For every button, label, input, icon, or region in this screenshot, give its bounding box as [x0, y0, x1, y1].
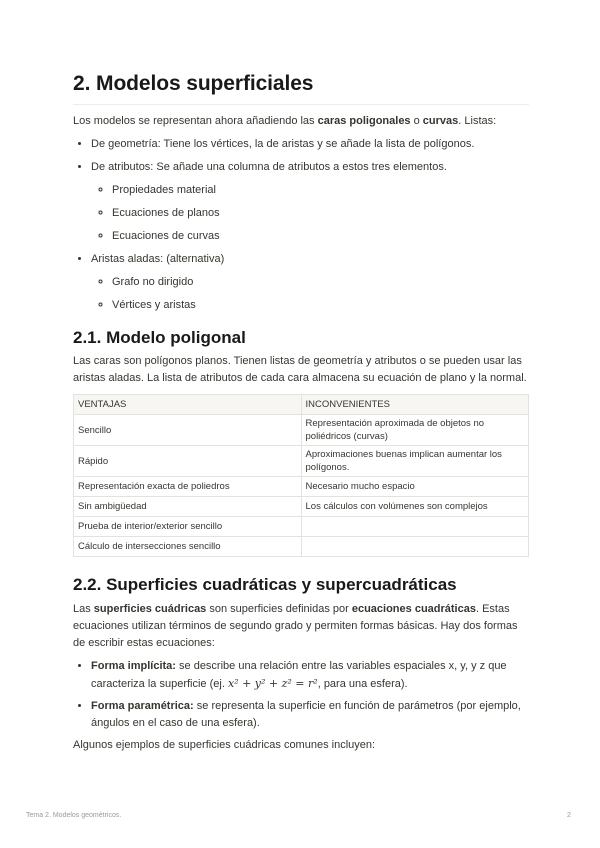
- cuadraticas-bold-superficies: superficies cuádricas: [93, 603, 207, 615]
- sphere-equation: x² + y² + z² = r²: [227, 677, 318, 690]
- table-header: INCONVENIENTES: [301, 395, 529, 415]
- table-cell: Cálculo de intersecciones sencillo: [74, 537, 302, 557]
- intro-bold-curvas: curvas: [422, 115, 459, 127]
- table-row: [74, 415, 529, 446]
- table-row: [74, 517, 529, 537]
- table-cell: Necesario mucho espacio: [301, 477, 529, 497]
- implicita-text: se describe una relación entre las variables espaciales x, y, y z que caracteriza la superficie (ej.: [91, 660, 507, 690]
- sublist-item: ◦ Ecuaciones de curvas: [112, 228, 529, 245]
- table-cell: [301, 517, 529, 537]
- table-cell: [301, 537, 529, 557]
- table-cell: Rápido: [74, 446, 302, 477]
- table-row: [74, 537, 529, 557]
- cuadraticas-bold-ecuaciones: ecuaciones cuadráticas: [351, 603, 476, 615]
- cuadraticas-text-mid: son superficies definidas por: [206, 603, 352, 615]
- table-cell: Prueba de interior/exterior sencillo: [74, 517, 302, 537]
- list-item: [91, 251, 529, 314]
- ejemplos-paragraph: Algunos ejemplos de superficies cuádricas comunes incluyen:: [73, 739, 376, 751]
- table-header: VENTAJAS: [74, 395, 302, 415]
- table-cell: Aproximaciones buenas implican aumentar los polígonos.: [301, 446, 529, 477]
- sublist-item: ◦ Grafo no dirigido: [112, 274, 529, 291]
- sublist-item: ◦ Ecuaciones de planos: [112, 205, 529, 222]
- section-heading-cuadraticas: 2.2. Superficies cuadráticas y supercuadráticas: [73, 575, 457, 594]
- list-item-implicita: [91, 658, 529, 693]
- page-number: 2: [567, 812, 571, 819]
- table-cell: Sin ambigüedad: [74, 497, 302, 517]
- page-title: 2. Modelos superficiales: [73, 72, 529, 105]
- cuadraticas-text: Las: [73, 603, 94, 615]
- formas-list: [73, 658, 529, 732]
- intro-bold-caras: caras poligonales: [317, 115, 411, 127]
- table-row: [74, 497, 529, 517]
- intro-text-end: . Listas:: [458, 115, 497, 127]
- table-row: [74, 446, 529, 477]
- parametrica-text: se representa la superficie en función de parámetros (por ejemplo, ángulos en el caso de una esfera).: [91, 700, 521, 729]
- sublist-item: ◦ Vértices y aristas: [112, 297, 529, 314]
- list-item-parametrica: [91, 698, 529, 732]
- intro-text: Los modelos se representan ahora añadiendo las: [73, 115, 318, 127]
- page-content: [73, 72, 529, 754]
- poligonal-paragraph: Las caras son polígonos planos. Tienen listas de geometría y atributos o se pueden usar las aristas aladas. La lista de atributos de cada cara almacena su ecuación de plano y la normal.: [73, 355, 527, 384]
- table-cell: Los cálculos con volúmenes son complejos: [301, 497, 529, 517]
- aristas-sublist: [91, 274, 529, 314]
- atributos-sublist: [91, 182, 529, 245]
- intro-text-o: o: [410, 115, 423, 127]
- implicita-text-end: , para una esfera).: [317, 678, 408, 690]
- implicita-label: Forma implícita:: [91, 660, 176, 672]
- table-cell: Sencillo: [74, 415, 302, 446]
- intro-paragraph: [73, 113, 529, 130]
- table-header-row: [74, 395, 529, 415]
- parametrica-label: Forma paramétrica:: [91, 700, 194, 712]
- list-item-text: De atributos: Se añade una columna de atributos a estos tres elementos.: [91, 161, 447, 173]
- table-cell: Representación exacta de poliedros: [74, 477, 302, 497]
- ventajas-table: [73, 394, 529, 557]
- table-cell: Representación aproximada de objetos no poliédricos (curvas): [301, 415, 529, 446]
- list-item: [91, 159, 529, 245]
- lists-list: [73, 136, 529, 314]
- list-item-text: Aristas aladas: (alternativa): [91, 253, 225, 265]
- sublist-item: ◦ Propiedades material: [112, 182, 529, 199]
- footer-title: Tema 2. Modelos geométricos.: [26, 812, 122, 819]
- section-heading-poligonal: 2.1. Modelo poligonal: [73, 328, 246, 347]
- cuadraticas-paragraph: [73, 601, 529, 652]
- list-item-text: De geometría: Tiene los vértices, la de aristas y se añade la lista de polígonos.: [91, 138, 475, 150]
- list-item: [91, 136, 529, 153]
- table-row: [74, 477, 529, 497]
- cuadraticas-text-end: . Estas ecuaciones utilizan términos de segundo grado y permiten formas básicas. Hay dos formas de escribir estas ecuaciones:: [73, 603, 518, 649]
